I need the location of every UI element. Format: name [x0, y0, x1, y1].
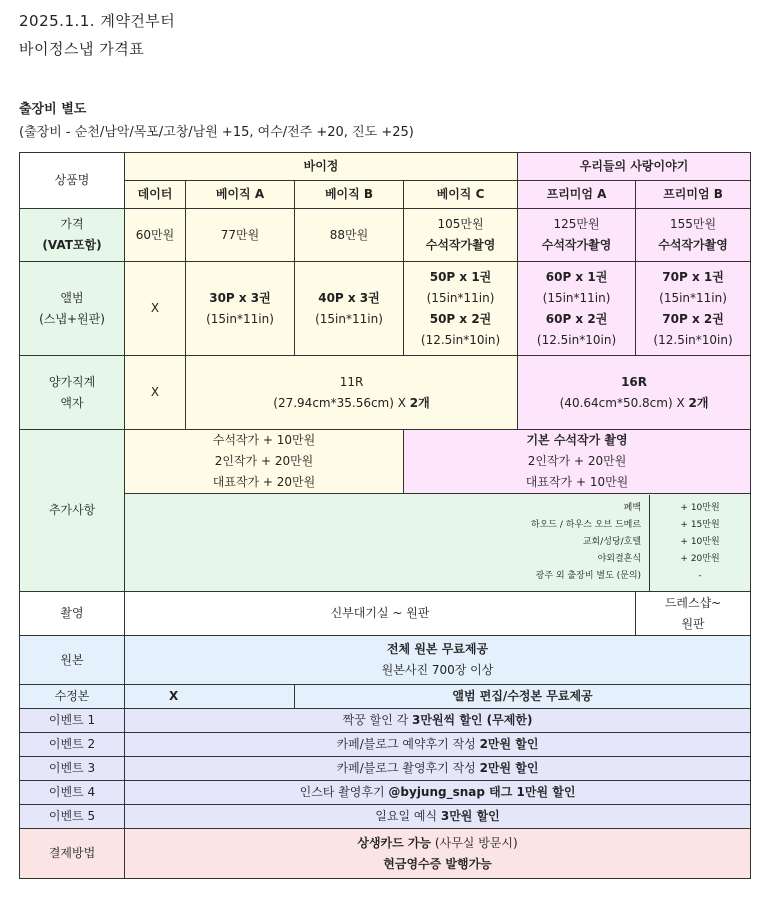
- fee-label-pyebaek: 폐백: [623, 503, 642, 513]
- fee-label-outdoor: 야외결혼식: [597, 554, 642, 564]
- payment-info: 상생카드 가능 (사무실 방문시) 현금영수증 발행가능: [125, 829, 751, 879]
- extras-label: 추가사항: [20, 430, 125, 592]
- fee-amount-outside-gwangju: -: [698, 571, 702, 581]
- event-4-label: 이벤트 4: [20, 781, 125, 805]
- extras-basic: 수석작가 + 10만원 2인작가 + 20만원 대표작가 + 20만원: [125, 430, 404, 494]
- event-3-text: 카페/블로그 촬영후기 작성 2만원 할인: [125, 757, 751, 781]
- fee-amount-church-hotel: + 10만원: [680, 537, 720, 547]
- event-2-label: 이벤트 2: [20, 733, 125, 757]
- group-header-baijung: 바이정: [125, 153, 518, 181]
- col-header-basic-a: 베이직 A: [186, 181, 295, 209]
- price-label: 가격 (VAT포함): [20, 209, 125, 262]
- payment-label: 결제방법: [20, 829, 125, 879]
- frame-premium: 16R (40.64cm*50.8cm) X 2개: [518, 356, 751, 430]
- col-header-basic-b: 베이직 B: [295, 181, 404, 209]
- fee-label-church-hotel: 교회/성당/호텔: [582, 537, 642, 547]
- shoot-premium: 드레스샵~ 원판: [636, 592, 751, 636]
- fee-amount-outdoor: + 20만원: [680, 554, 720, 564]
- product-name-header: 상품명: [20, 153, 125, 209]
- shoot-range: 신부대기실 ~ 원판: [125, 592, 636, 636]
- event-5-label: 이벤트 5: [20, 805, 125, 829]
- album-basic-a: 30P x 3권 (15in*11in): [186, 262, 295, 356]
- fee-amount-hauod: + 15만원: [680, 520, 720, 530]
- album-label: 앨범 (스냅+원판): [20, 262, 125, 356]
- event-2-text: 카페/블로그 예약후기 작성 2만원 할인: [125, 733, 751, 757]
- group-header-love-story: 우리들의 사랑이야기: [518, 153, 751, 181]
- fee-amount-pyebaek: + 10만원: [680, 503, 720, 513]
- frame-basic: 11R (27.94cm*35.56cm) X 2개: [186, 356, 518, 430]
- page-title: 바이정스냅 가격표: [19, 40, 145, 58]
- event-1-label: 이벤트 1: [20, 709, 125, 733]
- col-header-premium-a: 프리미엄 A: [518, 181, 636, 209]
- col-header-basic-c: 베이직 C: [404, 181, 518, 209]
- price-premium-a: 125만원 수석작가촬영: [518, 209, 636, 262]
- event-4-text: 인스타 촬영후기 @byjung_snap 태그 1만원 할인: [125, 781, 751, 805]
- venue-fees: [125, 494, 751, 592]
- album-premium-b: 70P x 1권 (15in*11in) 70P x 2권 (12.5in*10in): [636, 262, 751, 356]
- price-table: [19, 152, 751, 879]
- price-data: 60만원: [125, 209, 186, 262]
- revision-label: 수정본: [20, 685, 125, 709]
- price-basic-b: 88만원: [295, 209, 404, 262]
- event-3-label: 이벤트 3: [20, 757, 125, 781]
- price-basic-a: 77만원: [186, 209, 295, 262]
- extras-premium: 기본 수석작가 촬영 2인작가 + 20만원 대표작가 + 10만원: [404, 430, 751, 494]
- fee-label-hauod: 하오드 / 하우스 오브 드메르: [530, 520, 642, 530]
- event-5-text: 일요일 예식 3만원 할인: [125, 805, 751, 829]
- price-basic-c: 105만원 수석작가촬영: [404, 209, 518, 262]
- frame-data: X: [125, 356, 186, 430]
- contract-date-heading: 2025.1.1. 계약건부터: [19, 12, 176, 30]
- revision-data: X: [125, 685, 295, 709]
- col-header-premium-b: 프리미엄 B: [636, 181, 751, 209]
- event-1-text: 짝꿍 할인 각 3만원씩 할인 (무제한): [125, 709, 751, 733]
- album-basic-c: 50P x 1권 (15in*11in) 50P x 2권 (12.5in*10in): [404, 262, 518, 356]
- col-header-data: 데이터: [125, 181, 186, 209]
- shoot-label: 촬영: [20, 592, 125, 636]
- fee-label-outside-gwangju: 광주 외 출장비 별도 (문의): [535, 571, 642, 581]
- revision-info: 앨범 편집/수정본 무료제공: [295, 685, 751, 709]
- album-premium-a: 60P x 1권 (15in*11in) 60P x 2권 (12.5in*10in): [518, 262, 636, 356]
- original-info: 전체 원본 무료제공 원본사진 700장 이상: [125, 636, 751, 685]
- album-basic-b: 40P x 3권 (15in*11in): [295, 262, 404, 356]
- album-data: X: [125, 262, 186, 356]
- original-label: 원본: [20, 636, 125, 685]
- travel-fee-detail: (출장비 - 순천/남악/목포/고창/남원 +15, 여수/전주 +20, 진도 +25): [19, 125, 414, 140]
- travel-fee-title: 출장비 별도: [19, 102, 87, 117]
- price-premium-b: 155만원 수석작가촬영: [636, 209, 751, 262]
- frame-label: 양가직계 액자: [20, 356, 125, 430]
